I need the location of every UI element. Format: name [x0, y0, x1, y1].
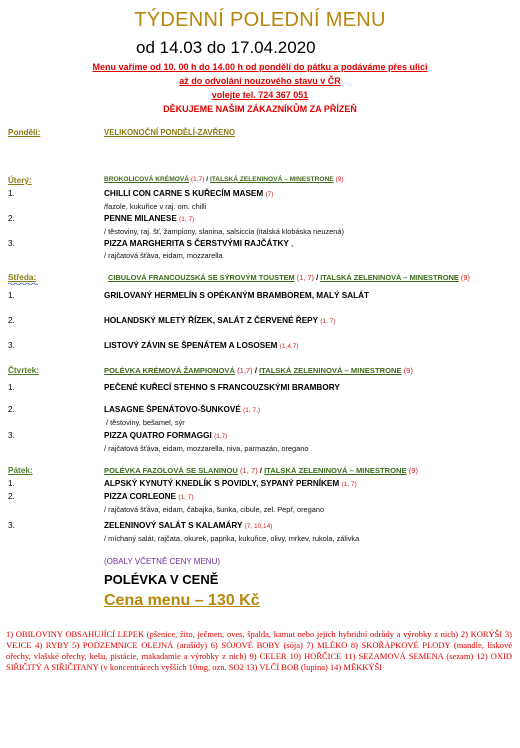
day-tuesday: Úterý:	[8, 176, 32, 185]
wednesday-item-2	[104, 316, 335, 325]
friday-soup-1-allergens: (1, 7)	[240, 466, 258, 475]
notice-emergency: až do odvolání nouzového stavu v ČR	[179, 76, 341, 86]
dish-allergens: (1, 7)	[320, 318, 336, 325]
thursday-item-2-desc: / těstoviny, bešamel, sýr	[106, 418, 185, 427]
notice-thanks: DĚKUJEME NAŠIM ZÁKAZNÍKŮM ZA PŘÍZEŇ	[163, 104, 357, 114]
notice-hours: Menu vaříme od 10. 00 h do 14.00 h od pondělí do pátku a podáváme přes ulici	[92, 62, 428, 72]
wednesday-item-1-number: 1.	[8, 291, 15, 300]
page-title: TÝDENNÍ POLEDNÍ MENU	[134, 9, 386, 31]
friday-item-3-desc: / míchaný salát, rajčata, okurek, paprika, kukuřice, olivy, mrkev, rukola, zálivka	[104, 534, 360, 543]
tuesday-soup-1: BROKOLICOVÁ KRÉMOVÁ	[104, 176, 189, 183]
friday-soup-2-allergens: (9)	[408, 466, 418, 475]
thursday-item-3-desc: / rajčatová šťáva, eidam, mozzarella, niva, parmazán, oregano	[104, 444, 309, 453]
tuesday-item-2	[104, 214, 194, 223]
tuesday-item-1	[104, 189, 273, 198]
friday-item-2-number: 2.	[8, 492, 15, 501]
tuesday-item-1-desc: /fazole, kukuřice v raj. om. chilli	[104, 202, 207, 211]
dish-allergens: (1, 7,)	[243, 407, 261, 414]
friday-item-3	[104, 521, 272, 530]
thursday-item-1: PEČENÉ KUŘECÍ STEHNO S FRANCOUZSKÝMI BRAMBORY	[104, 383, 340, 392]
dish-name: PIZZA CORLEONE	[104, 492, 177, 501]
friday-item-1-number: 1.	[8, 479, 15, 488]
friday-item-2-desc: / rajčatová šťáva, eidam, čabajka, šunka, cibule, zel. Pepř, oregano	[104, 505, 325, 514]
dish-name: ALPSKÝ KYNUTÝ KNEDLÍK S POVIDLY, SYPANÝ PERNÍKEM	[104, 479, 340, 488]
wednesday-soup-2: ITALSKÁ ZELENINOVÁ – MINESTRONE	[320, 273, 459, 282]
friday-item-3-number: 3.	[8, 521, 15, 530]
dish-name: LASAGNE ŠPENÁTOVO-ŠUNKOVÉ	[104, 405, 241, 414]
notice-phone: volejte tel. 724 367 051	[211, 90, 309, 100]
soup-separator: /	[316, 273, 319, 282]
dish-allergens: (1, 7)	[179, 216, 195, 223]
allergen-legend: 1) OBILOVINY OBSAHUJÍCÍ LEPEK (pšenice, žito, ječmen, oves, špalda, kamut nebo jejich hybridní odrůdy a výrobky z nich) 2) KORÝŠI 3) VEJCE 4) RYBY 5) PODZEMNICE OLEJNÁ (arašídy) 6) SÓJOVÉ BOBY (sója) 7) MLÉKO 8) SKOŘÁPKOVÉ PLODY (mandle, lískové ořechy, vlašské ořechy, kešu, pistácie, makadamie a výrobky z nich) 9) CELER 10) HOŘČICE 11) SEZAMOVÁ SEMENA (sezam) 12) OXID SIŘIČITÝ A SIŘIČITANY (v koncentrácech vyšších 10mg, ozn. SO2 13) VLČÍ BOB (lupina) 14) MĚKKÝŠI	[6, 629, 512, 672]
thursday-item-3-number: 3.	[8, 431, 15, 440]
dish-name: PIZZA QUATRO FORMAGGI	[104, 431, 212, 440]
day-wednesday: Středa:	[8, 273, 37, 282]
friday-item-1	[104, 479, 357, 488]
dish-name: ZELENINOVÝ SALÁT S KALAMÁRY	[104, 521, 243, 530]
wednesday-item-3-number: 3.	[8, 341, 15, 350]
wednesday-item-2-number: 2.	[8, 316, 15, 325]
tuesday-soup-1-allergens: (1,7)	[190, 176, 205, 183]
tuesday-item-3	[104, 239, 293, 248]
day-friday: Pátek:	[8, 466, 33, 475]
dish-allergens: (1, 7)	[341, 481, 357, 488]
menu-price: Cena menu – 130 Kč	[104, 592, 260, 609]
tuesday-item-2-number: 2.	[8, 214, 15, 223]
dish-name: CHILLI CON CARNE S KUŘECÍM MASEM	[104, 189, 264, 198]
thursday-soup-2: ITALSKÁ ZELENINOVÁ – MINESTRONE	[259, 366, 402, 375]
day-thursday: Čtvrtek:	[8, 366, 39, 375]
dish-allergens: (1, 7)	[178, 494, 194, 501]
wednesday-item-1: GRILOVANÝ HERMELÍN S OPÉKANÝM BRAMBOREM, MALÝ SALÁT	[104, 291, 370, 300]
thursday-item-1-number: 1.	[8, 383, 15, 392]
tuesday-item-3-desc: / rajčatová šťáva, eidam, mozzarella	[104, 251, 223, 260]
dish-allergens: (1,7)	[214, 433, 228, 440]
tuesday-soup-2-allergens: (9)	[335, 176, 344, 183]
thursday-soup-2-allergens: (9)	[403, 366, 413, 375]
friday-soups	[104, 466, 418, 475]
dish-name: PENNE MILANESE	[104, 214, 177, 223]
spellcheck-underline	[8, 282, 38, 285]
dish-allergens: (1,4,7)	[279, 343, 299, 350]
thursday-soup-1-allergens: (1,7)	[237, 366, 253, 375]
tuesday-item-3-number: 3.	[8, 239, 15, 248]
thursday-item-2-number: 2.	[8, 405, 15, 414]
day-monday: Pondělí:	[8, 128, 41, 137]
dish-allergens: (7)	[265, 191, 274, 198]
tuesday-soup-2: ITALSKÁ ZELENINOVÁ – MINESTRONE	[209, 176, 334, 183]
dish-name: PIZZA MARGHERITA S ČERSTVÝMI RAJČÁTKY	[104, 239, 289, 248]
wednesday-soups	[108, 273, 470, 282]
monday-closed-note: VELIKONOČNÍ PONDĚLÍ-ZAVŘENO	[104, 128, 236, 137]
wednesday-soup-1: CIBULOVÁ FRANCOUZSKÁ SE SÝROVÝM TOUSTEM	[108, 273, 295, 282]
dish-name: LISTOVÝ ZÁVIN SE ŠPENÁTEM A LOSOSEM	[104, 341, 278, 350]
soup-separator: /	[254, 366, 257, 375]
thursday-item-3	[104, 431, 227, 440]
friday-soup-1: POLÉVKA FAZOLOVÁ SE SLANINOU	[104, 466, 238, 475]
thursday-item-2	[104, 405, 260, 414]
soup-included: POLÉVKA V CENĚ	[104, 572, 219, 587]
thursday-soups	[104, 366, 413, 375]
dish-allergens: ,	[290, 239, 294, 248]
tuesday-soups	[104, 176, 344, 183]
date-range: od 14.03 do 17.04.2020	[136, 38, 316, 57]
dish-name: HOLANDSKÝ MLETÝ ŘÍZEK, SALÁT Z ČERVENÉ ŘEPY	[104, 316, 318, 325]
packaging-note: (OBALY VČETNĚ CENY MENU)	[104, 557, 221, 566]
tuesday-item-1-number: 1.	[8, 189, 15, 198]
friday-soup-2: ITALSKÁ ZELENINOVÁ – MINESTRONE	[264, 466, 407, 475]
dish-allergens: (7, 10,14)	[244, 523, 273, 530]
tuesday-item-2-desc: / těstoviny, raj. šť, žampiony, slanina, salsiccia (italská klobáska neuzená)	[104, 227, 344, 236]
wednesday-soup-1-allergens: (1, 7)	[296, 273, 315, 282]
wednesday-item-3	[104, 341, 299, 350]
wednesday-soup-2-allergens: (9)	[460, 273, 470, 282]
soup-separator: /	[259, 466, 262, 475]
soup-separator: /	[206, 176, 209, 183]
thursday-soup-1: POLÉVKA KRÉMOVÁ ŽAMPIONOVÁ	[104, 366, 235, 375]
friday-item-2	[104, 492, 193, 501]
